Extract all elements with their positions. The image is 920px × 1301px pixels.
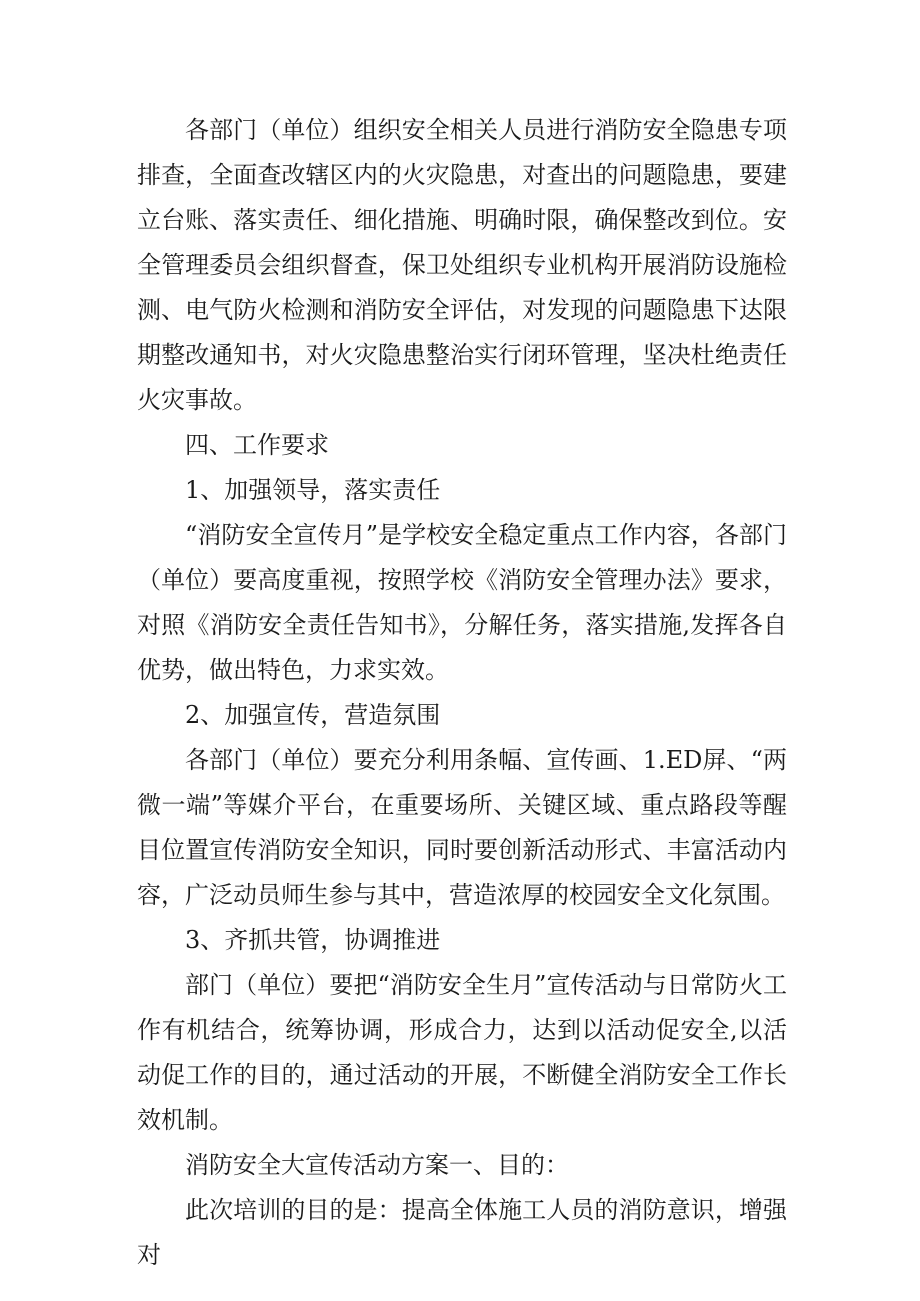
document-body (137, 108, 787, 1278)
paragraph-hazard-inspection: 各部门（单位）组织安全相关人员进行消防安全隐患专项排查，全面查改辖区内的火灾隐患，对查出的问题隐患，要建立台账、落实责任、细化措施、明确时限，确保整改到位。安全管理委员会组织督查，保卫处组织专业机构开展消防设施检测、电气防火检测和消防安全评估，对发现的问题隐患下达限期整改通知书，对火灾隐患整治实行闭环管理，坚决杜绝责任火灾事故。 (137, 116, 787, 414)
heading-activity-plan: 消防安全大宣传活动方案一、目的： (185, 1151, 569, 1179)
subheading-publicity: 2、加强宣传，营造氛围 (185, 701, 441, 729)
paragraph-leadership: “消防安全宣传月”是学校安全稳定重点工作内容，各部门（单位）要高度重视，按照学校《消防安全管理办法》要求，对照《消防安全责任告知书》，分解任务，落实措施,发挥各自优势，做出特色，力求实效。 (137, 521, 787, 684)
subheading-coordination: 3、齐抓共管，协调推进 (185, 926, 441, 954)
paragraph-training-purpose: 此次培训的目的是：提高全体施工人员的消防意识，增强对 (137, 1196, 787, 1269)
paragraph-coordination: 部门（单位）要把“消防安全生月”宣传活动与日常防火工作有机结合，统筹协调，形成合力，达到以活动促安全,以活动促工作的目的，通过活动的开展，不断健全消防安全工作长效机制。 (137, 971, 787, 1134)
section-heading-work-requirements: 四、工作要求 (185, 431, 329, 459)
paragraph-publicity: 各部门（单位）要充分利用条幅、宣传画、1.ED屏、“两微一端”等媒介平台，在重要场所、关键区域、重点路段等醒目位置宣传消防安全知识，同时要创新活动形式、丰富活动内容，广泛动员师生参与其中，营造浓厚的校园安全文化氛围。 (137, 746, 787, 909)
subheading-leadership: 1、加强领导，落实责任 (185, 476, 441, 504)
